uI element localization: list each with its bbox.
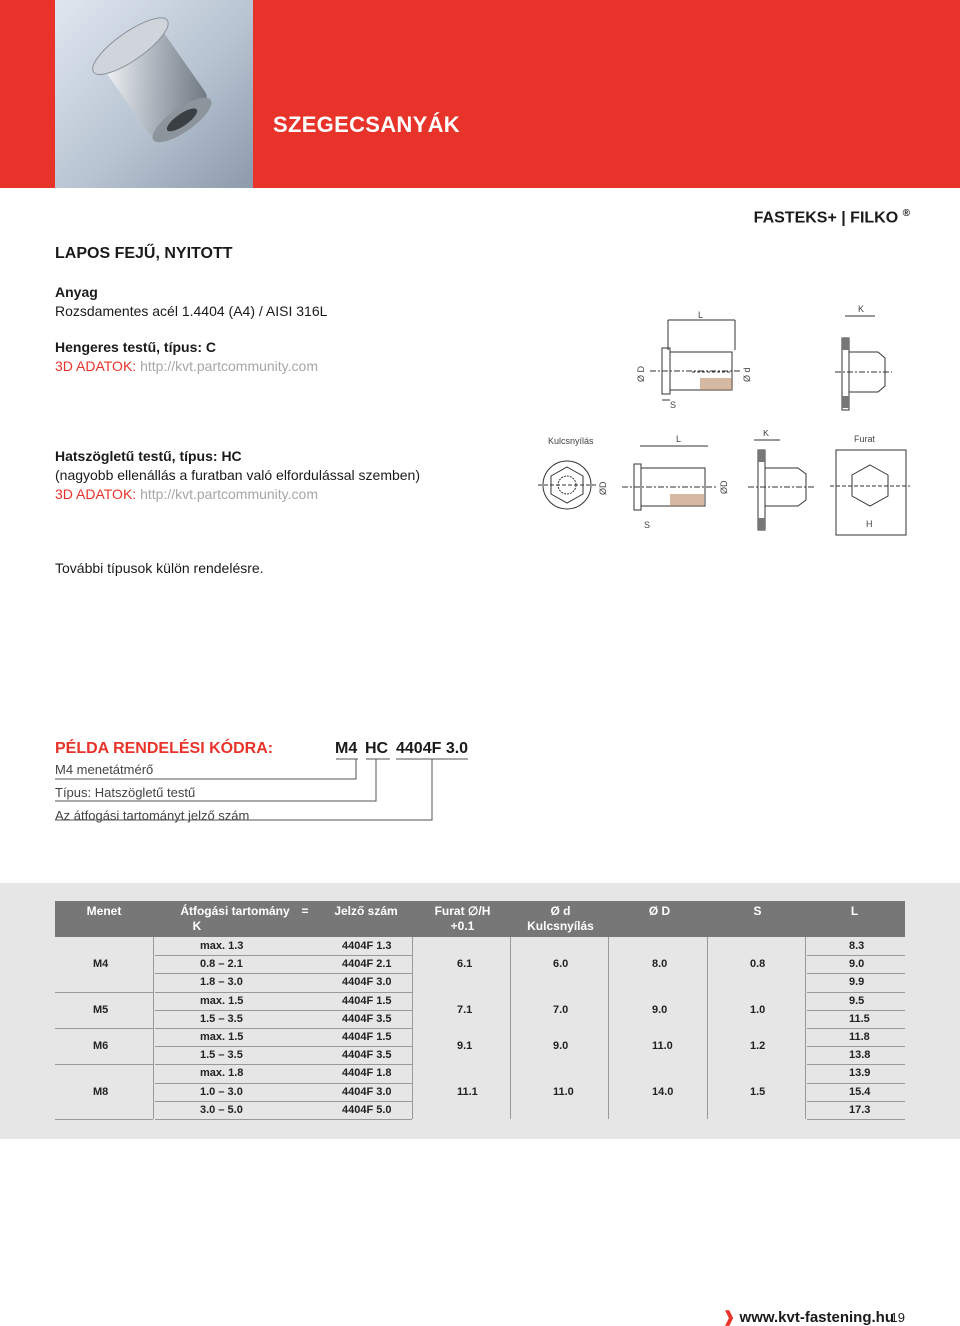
footer-url-text[interactable]: www.kvt-fastening.hu xyxy=(739,1309,894,1326)
row-divider xyxy=(155,1010,412,1011)
cell-range: 3.0 – 5.0 xyxy=(200,1103,243,1116)
drawing-type-hc xyxy=(530,430,910,540)
column-divider xyxy=(412,937,413,1119)
cell-range: 1.5 – 3.5 xyxy=(200,1012,243,1025)
row-divider xyxy=(155,992,412,993)
dim-S2-label: S xyxy=(644,520,651,530)
cell-L: 9.9 xyxy=(849,976,865,989)
dim-D3-label: ØD xyxy=(719,480,729,494)
dim-L-label: L xyxy=(698,310,704,320)
cell-d: 7.0 xyxy=(553,1003,569,1016)
dim-S-label: S xyxy=(670,400,677,410)
cell-d: 6.0 xyxy=(553,958,569,971)
th-menet: Menet xyxy=(86,904,122,918)
dim-K-label: K xyxy=(858,304,865,314)
cell-S: 1.2 xyxy=(750,1040,766,1053)
row-divider xyxy=(155,1119,412,1120)
dim-D2-label: ØD xyxy=(598,481,608,495)
cell-S: 1.5 xyxy=(750,1085,766,1098)
cell-L: 17.3 xyxy=(849,1103,871,1116)
material-value: Rozsdamentes acél 1.4404 (A4) / AISI 316L xyxy=(55,303,328,319)
cell-D: 14.0 xyxy=(652,1085,674,1098)
th-L: L xyxy=(850,904,859,918)
cell-L: 11.5 xyxy=(849,1012,870,1025)
kulcsnyilas-label: Kulcsnyílás xyxy=(548,436,594,446)
material-label: Anyag xyxy=(55,284,98,300)
cell-code: 4404F 5.0 xyxy=(342,1103,392,1116)
furat-label: Furat xyxy=(854,434,876,444)
group-divider xyxy=(55,1028,153,1029)
cell-L: 13.8 xyxy=(849,1049,871,1062)
dim-D-label: Ø D xyxy=(636,365,646,382)
group-divider xyxy=(55,1064,153,1065)
cell-D: 9.0 xyxy=(652,1003,668,1016)
row-divider xyxy=(155,955,412,956)
dim-L2-label: L xyxy=(676,434,682,444)
group-divider xyxy=(55,1119,153,1120)
th-atfogasi: Átfogási tartomány xyxy=(180,904,290,918)
cell-range: max. 1.3 xyxy=(200,940,244,952)
cell-L: 15.4 xyxy=(849,1085,871,1098)
cell-range: max. 1.5 xyxy=(200,994,244,1007)
cell-menet: M5 xyxy=(93,1003,109,1016)
row-divider xyxy=(807,1046,905,1047)
row-divider xyxy=(807,955,905,956)
cell-range: max. 1.8 xyxy=(200,1067,244,1080)
cell-code: 4404F 3.5 xyxy=(342,1012,392,1025)
dim-K2-label: K xyxy=(763,430,770,438)
column-divider xyxy=(707,937,708,1119)
type-c-link-label: 3D ADATOK: xyxy=(55,358,137,374)
type-c-label: Hengeres testű, típus: C xyxy=(55,339,217,355)
cell-furat: 11.1 xyxy=(457,1085,478,1098)
spec-table-body xyxy=(55,937,905,1122)
footer-bullet-icon: ❱ xyxy=(722,1309,736,1326)
th-D: Ø D xyxy=(648,904,671,918)
cell-code: 4404F 1.5 xyxy=(342,994,392,1007)
cell-code: 4404F 2.1 xyxy=(342,958,392,971)
th-furat: Furat ∅/H xyxy=(434,904,491,918)
cell-d: 9.0 xyxy=(553,1040,569,1053)
row-divider xyxy=(155,1101,412,1102)
order-code-type: HC xyxy=(365,740,389,757)
column-divider xyxy=(805,937,806,1119)
page-number: 19 xyxy=(890,1310,905,1325)
row-divider xyxy=(155,1028,412,1029)
cell-S: 0.8 xyxy=(750,958,766,971)
drawing-type-c xyxy=(630,300,900,415)
more-types-note: További típusok külön rendelésre. xyxy=(55,560,264,576)
cell-range: 1.8 – 3.0 xyxy=(200,976,243,989)
spec-table-header xyxy=(55,901,905,937)
product-photo xyxy=(55,0,253,188)
cell-d: 11.0 xyxy=(553,1085,574,1098)
row-divider xyxy=(155,1064,412,1065)
row-divider xyxy=(807,1064,905,1065)
dim-H-label: H xyxy=(866,519,873,529)
cell-D: 8.0 xyxy=(652,958,668,971)
th-d-sub: Kulcsnyílás xyxy=(527,919,594,933)
order-line-range: Az átfogási tartományt jelző szám xyxy=(55,808,250,823)
type-hc-note: (nagyobb ellenállás a furatban való elfordulással szemben) xyxy=(55,467,420,483)
order-code-range: 4404F 3.0 xyxy=(396,740,469,757)
row-divider xyxy=(807,1119,905,1120)
cell-menet: M6 xyxy=(93,1040,109,1053)
row-divider xyxy=(807,1083,905,1084)
cell-code: 4404F 3.0 xyxy=(342,1085,392,1098)
cell-code: 4404F 3.0 xyxy=(342,976,392,989)
cell-L: 13.9 xyxy=(849,1067,871,1080)
cell-range: 1.0 – 3.0 xyxy=(200,1085,243,1098)
brand-mark: ® xyxy=(902,208,910,219)
cell-code: 4404F 1.3 xyxy=(342,940,392,952)
order-code-thread: M4 xyxy=(335,740,358,757)
cell-range: 1.5 – 3.5 xyxy=(200,1049,243,1062)
column-divider xyxy=(510,937,511,1119)
row-divider xyxy=(807,1010,905,1011)
cell-code: 4404F 1.8 xyxy=(342,1067,392,1080)
cell-range: 0.8 – 2.1 xyxy=(200,958,243,971)
cell-L: 9.5 xyxy=(849,994,865,1007)
order-line-type: Típus: Hatszögletű testű xyxy=(55,785,196,800)
row-divider xyxy=(807,1101,905,1102)
page-title: SZEGECSANYÁK xyxy=(273,112,460,137)
cell-furat: 6.1 xyxy=(457,958,473,971)
cell-L: 8.3 xyxy=(849,940,865,952)
th-eq: = xyxy=(301,904,309,918)
type-hc-label: Hatszögletű testű, típus: HC xyxy=(55,448,242,464)
column-divider xyxy=(153,937,154,1119)
th-atfogasi-k: K xyxy=(192,919,202,933)
type-c-link[interactable] xyxy=(55,358,318,374)
row-divider xyxy=(807,973,905,974)
th-furat-sub: +0.1 xyxy=(450,919,475,933)
cell-L: 9.0 xyxy=(849,958,865,971)
footer-url[interactable] xyxy=(723,1308,894,1326)
cell-menet: M8 xyxy=(93,1085,109,1098)
order-line-thread: M4 menetátmérő xyxy=(55,762,154,777)
order-example-title: PÉLDA RENDELÉSI KÓDRA: xyxy=(55,740,274,757)
dim-d-label: Ø d xyxy=(742,367,752,382)
row-divider xyxy=(807,992,905,993)
row-divider xyxy=(155,1083,412,1084)
th-d: Ø d xyxy=(550,904,571,918)
cell-L: 11.8 xyxy=(849,1031,870,1043)
cell-menet: M4 xyxy=(93,958,109,971)
th-S: S xyxy=(753,904,762,918)
brand xyxy=(754,208,910,227)
type-c-link-url[interactable]: http://kvt.partcommunity.com xyxy=(140,358,318,374)
type-hc-link[interactable] xyxy=(55,486,318,502)
cell-furat: 9.1 xyxy=(457,1040,473,1053)
order-connector-lines xyxy=(0,755,480,825)
section-title: LAPOS FEJŰ, NYITOTT xyxy=(55,245,233,262)
cell-code: 4404F 3.5 xyxy=(342,1049,392,1062)
cell-D: 11.0 xyxy=(652,1040,673,1053)
cell-range: max. 1.5 xyxy=(200,1031,244,1043)
row-divider xyxy=(807,1028,905,1029)
th-jelzo: Jelző szám xyxy=(334,904,398,918)
group-divider xyxy=(55,992,153,993)
brand-name: FASTEKS+ | FILKO xyxy=(753,209,899,227)
row-divider xyxy=(155,973,412,974)
type-hc-link-label: 3D ADATOK: xyxy=(55,486,137,502)
row-divider xyxy=(155,1046,412,1047)
cell-S: 1.0 xyxy=(750,1003,766,1016)
cell-furat: 7.1 xyxy=(457,1003,473,1016)
column-divider xyxy=(608,937,609,1119)
cell-code: 4404F 1.5 xyxy=(342,1031,392,1043)
type-hc-link-url[interactable]: http://kvt.partcommunity.com xyxy=(140,486,318,502)
